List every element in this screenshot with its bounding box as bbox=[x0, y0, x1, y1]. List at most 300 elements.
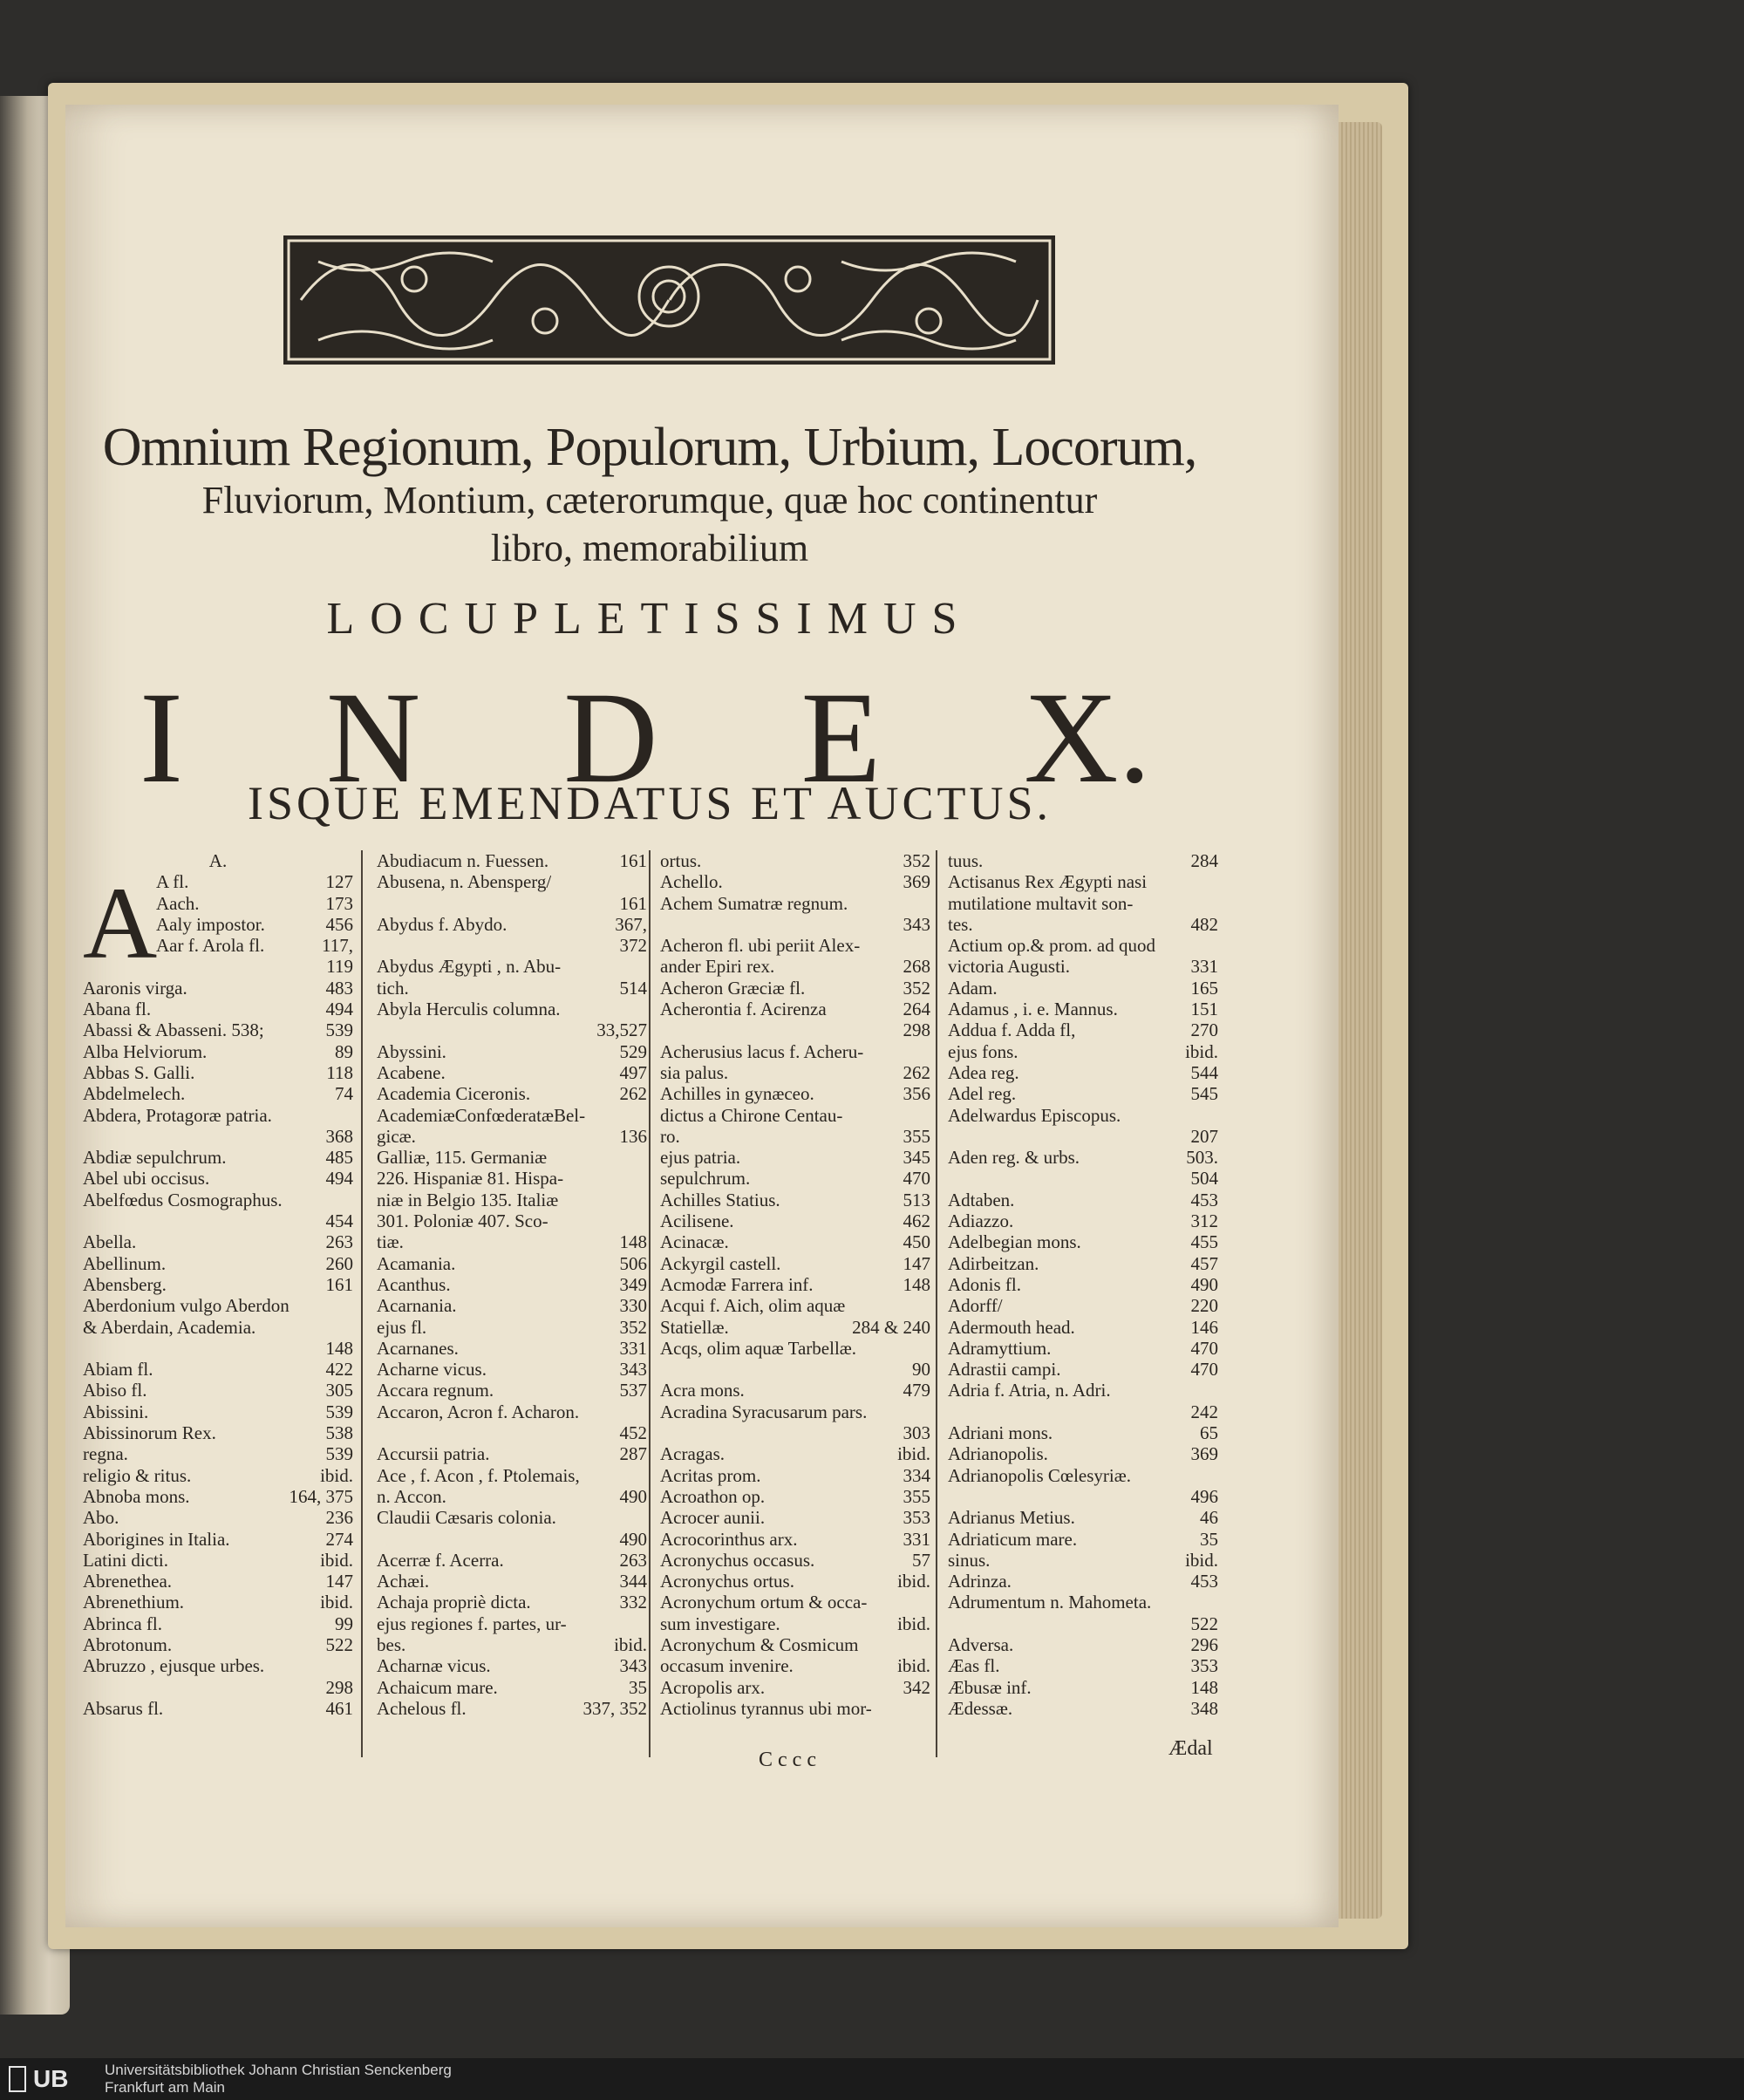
entry-page-number: ibid. bbox=[1185, 1040, 1218, 1062]
entry-term: Adrianus Metius. bbox=[948, 1507, 1075, 1529]
entry-term: Achilles in gynæceo. bbox=[660, 1083, 814, 1105]
index-entry bbox=[83, 914, 353, 935]
index-entry bbox=[377, 1698, 647, 1719]
index-entry bbox=[660, 850, 930, 871]
entry-page-number: 368 bbox=[325, 1125, 353, 1147]
entry-term: Abiam fl. bbox=[83, 1359, 153, 1381]
entry-page-number: 270 bbox=[1190, 1019, 1218, 1041]
index-entry bbox=[377, 1253, 647, 1274]
entry-term: Academia Ciceronis. bbox=[377, 1083, 531, 1105]
index-entry bbox=[660, 1380, 930, 1401]
entry-term: ortus. bbox=[660, 850, 702, 871]
index-entry bbox=[83, 1592, 353, 1612]
index-entry bbox=[83, 978, 353, 999]
signature-mark: Cccc bbox=[759, 1749, 821, 1771]
entry-page-number: 242 bbox=[1190, 1401, 1218, 1422]
entry-page-number: 497 bbox=[619, 1061, 647, 1083]
index-entry bbox=[83, 1529, 353, 1550]
entry-term: Adrastii campi. bbox=[948, 1359, 1061, 1381]
index-entry bbox=[377, 1677, 647, 1698]
index-entry bbox=[948, 1338, 1218, 1359]
entry-page-number: 147 bbox=[903, 1252, 930, 1274]
index-entry bbox=[377, 1231, 647, 1252]
index-entry bbox=[948, 1380, 1218, 1401]
entry-term: sia palus. bbox=[660, 1061, 729, 1083]
entry-term: Acradina Syracusarum pars. bbox=[660, 1401, 868, 1422]
entry-page-number: 334 bbox=[903, 1464, 930, 1486]
entry-page-number: 343 bbox=[619, 1359, 647, 1381]
entry-term: Adam. bbox=[948, 977, 998, 999]
index-entry bbox=[83, 1698, 353, 1719]
index-entry bbox=[83, 871, 353, 892]
index-entry bbox=[83, 1231, 353, 1252]
column-rule bbox=[936, 850, 937, 1757]
index-entry bbox=[377, 1359, 647, 1380]
index-entry bbox=[660, 1019, 930, 1040]
index-entry bbox=[83, 956, 353, 977]
index-column-3 bbox=[660, 850, 930, 1719]
entry-term: Adrumentum n. Mahometa. bbox=[948, 1592, 1152, 1613]
entry-term: tes. bbox=[948, 913, 973, 935]
entry-term: Adea reg. bbox=[948, 1061, 1019, 1083]
index-entry bbox=[83, 1253, 353, 1274]
index-entry bbox=[660, 1465, 930, 1486]
index-entry bbox=[660, 1190, 930, 1210]
entry-term: AcademiæConfœderatæBel- bbox=[377, 1104, 586, 1126]
entry-page-number: 539 bbox=[325, 1443, 353, 1465]
entry-term: Abissini. bbox=[83, 1401, 149, 1422]
index-entry bbox=[83, 1571, 353, 1592]
entry-term: Acharnæ vicus. bbox=[377, 1655, 491, 1677]
entry-page-number: 453 bbox=[1190, 1189, 1218, 1210]
entry-term: Abella. bbox=[83, 1231, 137, 1253]
entry-term: ejus fons. bbox=[948, 1040, 1018, 1062]
entry-page-number: 356 bbox=[903, 1083, 930, 1105]
entry-term: Acrocorinthus arx. bbox=[660, 1528, 798, 1550]
index-entry bbox=[948, 1210, 1218, 1231]
index-entry bbox=[660, 1655, 930, 1676]
index-entry bbox=[377, 1317, 647, 1338]
index-entry bbox=[660, 978, 930, 999]
entry-term: Acmodæ Farrera inf. bbox=[660, 1273, 814, 1295]
index-entry bbox=[83, 999, 353, 1019]
index-entry bbox=[948, 1317, 1218, 1338]
index-entry bbox=[948, 1401, 1218, 1422]
entry-page-number: 504 bbox=[1190, 1168, 1218, 1190]
entry-page-number: 263 bbox=[325, 1231, 353, 1253]
index-entry bbox=[660, 1274, 930, 1295]
entry-page-number: 173 bbox=[325, 892, 353, 914]
entry-term: dictus a Chirone Centau- bbox=[660, 1104, 843, 1126]
index-entry bbox=[948, 1062, 1218, 1083]
entry-term: Acheron fl. ubi periit Alex- bbox=[660, 935, 861, 957]
index-entry bbox=[660, 1062, 930, 1083]
entry-page-number: 344 bbox=[619, 1571, 647, 1592]
index-entry bbox=[377, 1041, 647, 1062]
entry-page-number: 452 bbox=[619, 1422, 647, 1444]
index-entry bbox=[948, 1190, 1218, 1210]
entry-term: Adria f. Atria, n. Adri. bbox=[948, 1380, 1111, 1401]
entry-page-number: 33,527 bbox=[596, 1019, 647, 1041]
library-logo bbox=[9, 2065, 96, 2093]
entry-page-number: 147 bbox=[325, 1571, 353, 1592]
index-letter: D bbox=[563, 665, 658, 810]
entry-term: Aaronis virga. bbox=[83, 977, 187, 999]
entry-term: gicæ. bbox=[377, 1125, 416, 1147]
index-entry bbox=[377, 1083, 647, 1104]
entry-page-number: 470 bbox=[1190, 1337, 1218, 1359]
index-entry bbox=[377, 850, 647, 871]
entry-term: Abrinca fl. bbox=[83, 1612, 162, 1634]
logo-text: UB bbox=[33, 2065, 69, 2092]
index-entry bbox=[83, 1443, 353, 1464]
entry-term: Adermouth head. bbox=[948, 1316, 1075, 1338]
index-entry bbox=[660, 1443, 930, 1464]
index-entry bbox=[377, 1613, 647, 1634]
index-entry bbox=[377, 1062, 647, 1083]
index-entry bbox=[83, 1613, 353, 1634]
index-entry bbox=[377, 1210, 647, 1231]
entry-page-number: 539 bbox=[325, 1019, 353, 1041]
entry-page-number: 331 bbox=[903, 1528, 930, 1550]
entry-page-number: 207 bbox=[1190, 1125, 1218, 1147]
entry-term: Abudiacum n. Fuessen. bbox=[377, 850, 549, 871]
index-entry bbox=[660, 1677, 930, 1698]
entry-term: Achilles Statius. bbox=[660, 1189, 780, 1210]
index-entry bbox=[948, 1677, 1218, 1698]
entry-term: Ædessæ. bbox=[948, 1697, 1013, 1719]
entry-term: Ace , f. Acon , f. Ptolemais, bbox=[377, 1464, 580, 1486]
entry-term: Achaicum mare. bbox=[377, 1676, 498, 1698]
entry-page-number: 352 bbox=[903, 850, 930, 871]
entry-term: Acqui f. Aich, olim aquæ bbox=[660, 1295, 846, 1317]
entry-page-number: 296 bbox=[1190, 1633, 1218, 1655]
entry-page-number: 457 bbox=[1190, 1252, 1218, 1274]
index-entry bbox=[660, 1613, 930, 1634]
entry-term: Acronychum ortum & occa- bbox=[660, 1592, 868, 1613]
index-entry bbox=[660, 1105, 930, 1126]
index-entry bbox=[83, 893, 353, 914]
index-entry bbox=[377, 1338, 647, 1359]
index-entry bbox=[660, 1168, 930, 1189]
index-entry bbox=[948, 1550, 1218, 1571]
entry-term: Statiellæ. bbox=[660, 1316, 729, 1338]
entry-term: Abusena, n. Abensperg/ bbox=[377, 871, 552, 893]
entry-term: Aborigines in Italia. bbox=[83, 1528, 230, 1550]
entry-page-number: 262 bbox=[903, 1061, 930, 1083]
entry-page-number: 337, 352 bbox=[582, 1697, 647, 1719]
entry-page-number: 268 bbox=[903, 956, 930, 978]
entry-page-number: 331 bbox=[619, 1337, 647, 1359]
entry-page-number: 355 bbox=[903, 1485, 930, 1507]
entry-page-number: 236 bbox=[325, 1507, 353, 1529]
index-entry bbox=[948, 1274, 1218, 1295]
entry-page-number: 117, bbox=[322, 935, 353, 957]
entry-page-number: 490 bbox=[619, 1528, 647, 1550]
entry-term: 301. Poloniæ 407. Sco- bbox=[377, 1210, 548, 1232]
entry-page-number: 461 bbox=[325, 1697, 353, 1719]
entry-page-number: 372 bbox=[619, 935, 647, 957]
entry-term: Acritas prom. bbox=[660, 1464, 761, 1486]
entry-term: Abrotonum. bbox=[83, 1633, 173, 1655]
index-entry bbox=[83, 1338, 353, 1359]
institution-line-1: Universitätsbibliothek Johann Christian Senckenberg bbox=[105, 2062, 452, 2078]
entry-page-number: 330 bbox=[619, 1295, 647, 1317]
index-entry bbox=[377, 1655, 647, 1676]
index-entry bbox=[660, 893, 930, 914]
entry-term: Abdiæ sepulchrum. bbox=[83, 1147, 227, 1169]
entry-page-number: 496 bbox=[1190, 1485, 1218, 1507]
entry-term: Acherusius lacus f. Acheru- bbox=[660, 1040, 864, 1062]
entry-term: Abel ubi occisus. bbox=[83, 1168, 210, 1190]
entry-page-number: 545 bbox=[1190, 1083, 1218, 1105]
entry-term: Abellinum. bbox=[83, 1252, 167, 1274]
ornamental-headpiece bbox=[283, 235, 1055, 365]
letter-heading: A. bbox=[208, 850, 228, 871]
index-entry bbox=[377, 1380, 647, 1401]
entry-page-number: 369 bbox=[903, 871, 930, 893]
entry-term: Adonis fl. bbox=[948, 1273, 1021, 1295]
index-letter: N bbox=[325, 665, 421, 810]
index-entry bbox=[83, 1210, 353, 1231]
entry-page-number: 99 bbox=[335, 1612, 353, 1634]
entry-term: Alba Helviorum. bbox=[83, 1040, 208, 1062]
entry-term: Aach. bbox=[156, 892, 200, 914]
index-entry bbox=[377, 1529, 647, 1550]
index-letter: X. bbox=[1024, 665, 1151, 810]
index-entry bbox=[377, 1147, 647, 1168]
entry-term: sinus. bbox=[948, 1549, 991, 1571]
index-column-4 bbox=[948, 850, 1218, 1719]
index-entry bbox=[377, 871, 647, 892]
entry-page-number: 260 bbox=[325, 1252, 353, 1274]
entry-term: occasum invenire. bbox=[660, 1655, 794, 1677]
entry-page-number: 148 bbox=[1190, 1676, 1218, 1698]
entry-term: sum investigare. bbox=[660, 1612, 780, 1634]
entry-term: & Aberdain, Academia. bbox=[83, 1316, 256, 1338]
entry-term: tich. bbox=[377, 977, 409, 999]
index-entry bbox=[83, 1019, 353, 1040]
entry-term: regna. bbox=[83, 1443, 128, 1465]
entry-term: Achaja propriè dicta. bbox=[377, 1592, 531, 1613]
index-entry bbox=[83, 1486, 353, 1507]
entry-term: mutilatione multavit son- bbox=[948, 892, 1134, 914]
index-entry bbox=[660, 1571, 930, 1592]
entry-term: sepulchrum. bbox=[660, 1168, 751, 1190]
entry-term: Achello. bbox=[660, 871, 723, 893]
entry-term: Adamus , i. e. Mannus. bbox=[948, 999, 1118, 1020]
entry-page-number: 161 bbox=[619, 850, 647, 871]
entry-term: Achem Sumatræ regnum. bbox=[660, 892, 848, 914]
entry-page-number: 454 bbox=[325, 1210, 353, 1232]
entry-page-number: ibid. bbox=[897, 1443, 930, 1465]
index-letter: I bbox=[140, 665, 183, 810]
index-entry bbox=[83, 1359, 353, 1380]
index-entry bbox=[377, 1571, 647, 1592]
entry-term: Achæi. bbox=[377, 1571, 430, 1592]
entry-term: Adrianopolis Cœlesyriæ. bbox=[948, 1464, 1131, 1486]
entry-term: Abelfœdus Cosmographus. bbox=[83, 1189, 283, 1210]
entry-term: Acamania. bbox=[377, 1252, 456, 1274]
title-subtitle: ISQUE EMENDATUS ET AUCTUS. bbox=[247, 777, 1053, 829]
entry-term: tiæ. bbox=[377, 1231, 404, 1253]
entry-page-number: 151 bbox=[1190, 999, 1218, 1020]
entry-page-number: 453 bbox=[1190, 1571, 1218, 1592]
page-edges bbox=[1334, 122, 1382, 1919]
index-entry bbox=[660, 1634, 930, 1655]
entry-page-number: ibid. bbox=[897, 1655, 930, 1677]
index-entry bbox=[660, 1698, 930, 1719]
entry-page-number: 148 bbox=[903, 1273, 930, 1295]
index-entry bbox=[83, 1147, 353, 1168]
entry-page-number: 506 bbox=[619, 1252, 647, 1274]
index-entry bbox=[83, 1083, 353, 1104]
entry-term: Abbas S. Galli. bbox=[83, 1061, 195, 1083]
index-entry bbox=[83, 1168, 353, 1189]
entry-term: Adirbeitzan. bbox=[948, 1252, 1039, 1274]
entry-page-number: 305 bbox=[325, 1380, 353, 1401]
index-entry bbox=[948, 1698, 1218, 1719]
entry-term: Actiolinus tyrannus ubi mor- bbox=[660, 1697, 872, 1719]
entry-term: Acabene. bbox=[377, 1061, 446, 1083]
entry-page-number: 74 bbox=[335, 1083, 353, 1105]
index-entry bbox=[948, 914, 1218, 935]
footer-bar bbox=[0, 2058, 1744, 2100]
column-rule bbox=[361, 850, 363, 1757]
entry-term: Claudii Cæsaris colonia. bbox=[377, 1507, 556, 1529]
entry-page-number: 146 bbox=[1190, 1316, 1218, 1338]
index-entry bbox=[948, 1613, 1218, 1634]
entry-term: Adrianopolis. bbox=[948, 1443, 1048, 1465]
entry-term: Abo. bbox=[83, 1507, 119, 1529]
entry-page-number: 35 bbox=[1200, 1528, 1218, 1550]
index-entry bbox=[377, 1507, 647, 1528]
index-entry bbox=[660, 1401, 930, 1422]
index-entry bbox=[660, 1147, 930, 1168]
logo-mark-icon bbox=[9, 2066, 26, 2092]
column-rule bbox=[649, 850, 651, 1757]
entry-page-number: 494 bbox=[325, 999, 353, 1020]
index-entry bbox=[83, 1465, 353, 1486]
entry-page-number: 455 bbox=[1190, 1231, 1218, 1253]
entry-term: ejus patria. bbox=[660, 1147, 741, 1169]
index-entry bbox=[660, 1507, 930, 1528]
index-entry bbox=[377, 1019, 647, 1040]
entry-term: Acronychus ortus. bbox=[660, 1571, 794, 1592]
index-entry bbox=[948, 850, 1218, 871]
index-entry bbox=[948, 1465, 1218, 1486]
index-entry bbox=[377, 1486, 647, 1507]
index-entry bbox=[948, 1295, 1218, 1316]
entry-page-number: 119 bbox=[326, 956, 353, 978]
entry-page-number: 148 bbox=[619, 1231, 647, 1253]
entry-term: Acroathon op. bbox=[660, 1485, 766, 1507]
index-entry bbox=[83, 1401, 353, 1422]
entry-term: Aden reg. & urbs. bbox=[948, 1147, 1080, 1169]
index-entry bbox=[377, 1295, 647, 1316]
entry-page-number: 456 bbox=[325, 913, 353, 935]
entry-page-number: 345 bbox=[903, 1147, 930, 1169]
entry-page-number: ibid. bbox=[1185, 1549, 1218, 1571]
index-entry bbox=[948, 1019, 1218, 1040]
entry-term: Æbusæ inf. bbox=[948, 1676, 1032, 1698]
entry-page-number: 65 bbox=[1200, 1422, 1218, 1444]
title-line-1: Omnium Regionum, Populorum, Urbium, Locorum, bbox=[102, 418, 1197, 477]
index-entry bbox=[83, 1380, 353, 1401]
entry-page-number: ibid. bbox=[320, 1592, 353, 1613]
entry-term: n. Accon. bbox=[377, 1485, 446, 1507]
entry-term: Abana fl. bbox=[83, 999, 152, 1020]
entry-term: Acronychum & Cosmicum bbox=[660, 1633, 859, 1655]
entry-term: Abdelmelech. bbox=[83, 1083, 186, 1105]
index-entry bbox=[377, 914, 647, 935]
entry-page-number: 537 bbox=[619, 1380, 647, 1401]
entry-page-number: 284 & 240 bbox=[852, 1316, 930, 1338]
entry-term: Acra mons. bbox=[660, 1380, 745, 1401]
entry-term: ro. bbox=[660, 1125, 680, 1147]
entry-page-number: ibid. bbox=[320, 1549, 353, 1571]
entry-page-number: 331 bbox=[1190, 956, 1218, 978]
entry-page-number: 264 bbox=[903, 999, 930, 1020]
index-entry bbox=[948, 1571, 1218, 1592]
entry-term: Adrinza. bbox=[948, 1571, 1012, 1592]
entry-term: Abrenethium. bbox=[83, 1592, 185, 1613]
index-entry bbox=[948, 1592, 1218, 1612]
entry-page-number: 485 bbox=[325, 1147, 353, 1169]
entry-page-number: 503. bbox=[1186, 1147, 1218, 1169]
institution-name bbox=[105, 2062, 452, 2097]
index-entry bbox=[377, 978, 647, 999]
entry-term: Acqs, olim aquæ Tarbellæ. bbox=[660, 1337, 857, 1359]
title-line-2: Fluviorum, Montium, cæterorumque, quæ hoc continentur bbox=[201, 479, 1098, 522]
entry-page-number: 479 bbox=[903, 1380, 930, 1401]
entry-term: Acarnanes. bbox=[377, 1337, 459, 1359]
index-entry bbox=[660, 1317, 930, 1338]
index-entry bbox=[948, 1231, 1218, 1252]
entry-term: Acragas. bbox=[660, 1443, 726, 1465]
entry-term: Adtaben. bbox=[948, 1189, 1015, 1210]
index-letter: E bbox=[800, 665, 882, 810]
index-entry bbox=[948, 1105, 1218, 1126]
index-entry bbox=[377, 1443, 647, 1464]
index-entry bbox=[83, 1105, 353, 1126]
index-entry bbox=[948, 1083, 1218, 1104]
entry-page-number: 118 bbox=[326, 1061, 353, 1083]
index-entry bbox=[377, 1550, 647, 1571]
index-entry bbox=[660, 1231, 930, 1252]
index-entry bbox=[948, 1359, 1218, 1380]
entry-page-number: 35 bbox=[629, 1676, 647, 1698]
index-column-2 bbox=[377, 850, 647, 1719]
entry-page-number: 89 bbox=[335, 1040, 353, 1062]
index-entry bbox=[83, 1422, 353, 1443]
index-entry bbox=[660, 1486, 930, 1507]
index-entry bbox=[83, 1274, 353, 1295]
index-entry bbox=[83, 1677, 353, 1698]
entry-term: Acilisene. bbox=[660, 1210, 734, 1232]
index-entry bbox=[948, 1507, 1218, 1528]
entry-term: ejus regiones f. partes, ur- bbox=[377, 1612, 567, 1634]
index-entry bbox=[660, 1592, 930, 1612]
entry-term: Abnoba mons. bbox=[83, 1485, 190, 1507]
institution-line-2: Frankfurt am Main bbox=[105, 2079, 225, 2096]
entry-page-number: 538 bbox=[325, 1422, 353, 1444]
entry-term: religio & ritus. bbox=[83, 1464, 192, 1486]
entry-term: Acronychus occasus. bbox=[660, 1549, 815, 1571]
index-entry bbox=[948, 1147, 1218, 1168]
index-entry bbox=[948, 1253, 1218, 1274]
index-entry bbox=[83, 1126, 353, 1147]
